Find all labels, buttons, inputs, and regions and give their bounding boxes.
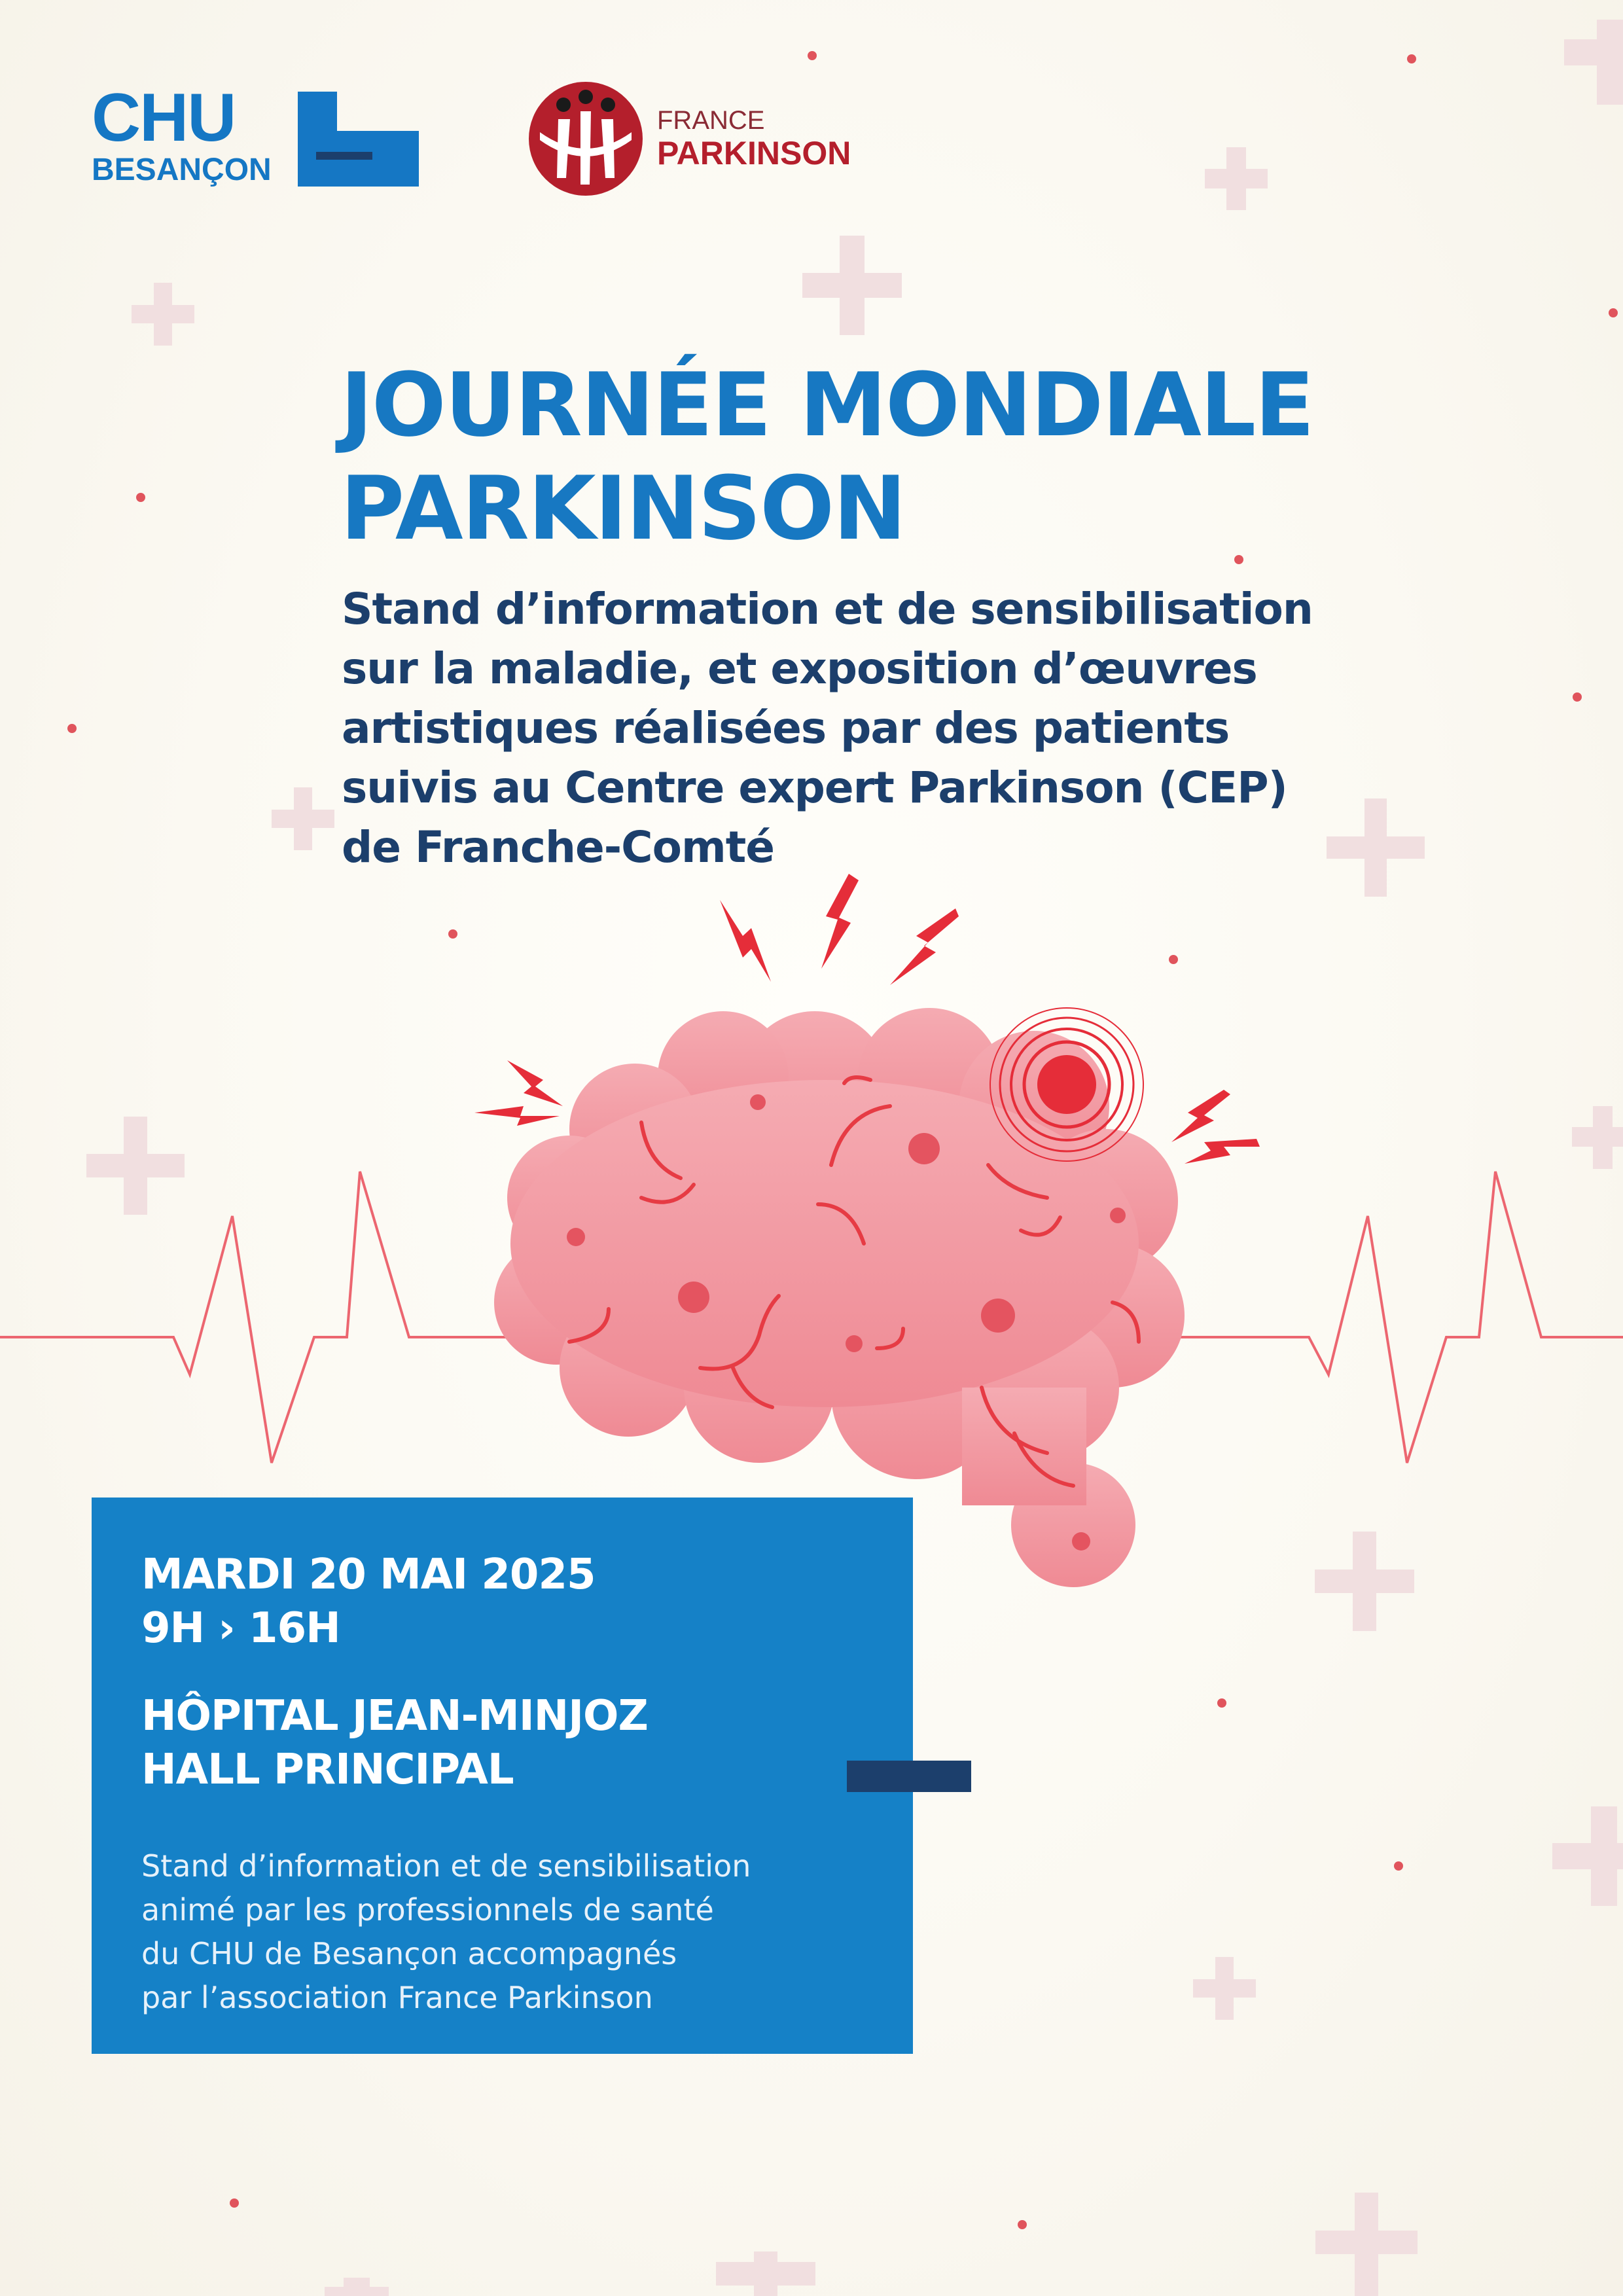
description-line: du CHU de Besançon accompagnés (141, 1936, 677, 1971)
plus-cross-icon (1193, 1957, 1256, 2020)
subtitle (342, 579, 1493, 877)
france-parkinson-logo-line2: PARKINSON (657, 135, 851, 171)
decorative-dash (847, 1761, 971, 1792)
event-info-box (92, 1498, 913, 2054)
subtitle-line: de Franche-Comté (342, 822, 775, 872)
france-parkinson-logo-line1: FRANCE (657, 106, 765, 135)
chu-logo-text: CHU (92, 80, 236, 156)
description-line: par l’association France Parkinson (141, 1980, 653, 2015)
page-title (340, 353, 1518, 560)
title-line: JOURNÉE MONDIALE (340, 354, 1313, 456)
event-venue-detail: HALL PRINCIPAL (141, 1746, 514, 1794)
subtitle-line: Stand d’information et de sensibilisation (342, 584, 1313, 634)
description-line: animé par les professionnels de santé (141, 1892, 714, 1928)
lightning-icon (1185, 1139, 1260, 1164)
event-venue: HÔPITAL JEAN-MINJOZ (141, 1692, 648, 1740)
lightning-icon (821, 874, 859, 969)
event-date: MARDI 20 MAI 2025 (141, 1551, 596, 1599)
plus-cross-icon (716, 2251, 815, 2296)
lightning-icon (1171, 1090, 1230, 1142)
lightning-icon (890, 908, 959, 985)
plus-cross-icon (802, 236, 902, 335)
title-line: PARKINSON (340, 457, 906, 560)
chu-logo-mark (272, 92, 419, 187)
lightning-icon (507, 1060, 563, 1106)
plus-cross-icon (132, 283, 194, 346)
heartbeat-line (1178, 1172, 1623, 1463)
event-description (141, 1844, 874, 2020)
plus-cross-icon (1564, 20, 1623, 105)
subtitle-line: sur la maladie, et exposition d’œuvres (342, 643, 1257, 694)
subtitle-line: suivis au Centre expert Parkinson (CEP) (342, 762, 1287, 813)
description-line: Stand d’information et de sensibilisation (141, 1848, 751, 1884)
heartbeat-line (0, 1172, 524, 1463)
plus-cross-icon (1205, 147, 1268, 210)
plus-cross-icon (1552, 1806, 1623, 1906)
event-time: 9H › 16H (141, 1604, 340, 1653)
lightning-icon (474, 1106, 560, 1126)
plus-cross-icon (272, 787, 334, 850)
subtitle-line: artistiques réalisées par des patients (342, 703, 1230, 753)
plus-cross-icon (325, 2278, 389, 2296)
france-parkinson-logo-mark (527, 80, 645, 198)
plus-cross-icon (1315, 2193, 1418, 2296)
chu-logo-city: BESANÇON (92, 152, 272, 187)
lightning-icon (720, 900, 771, 982)
